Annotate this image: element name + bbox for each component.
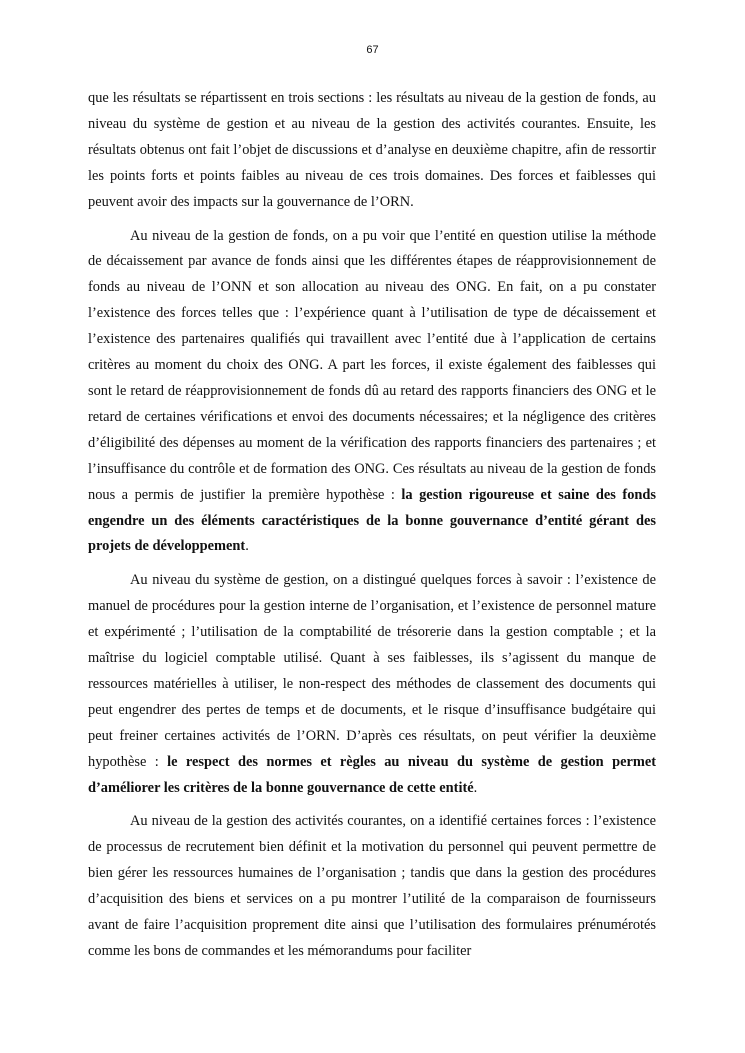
page-number: 67: [366, 44, 379, 56]
paragraph-text: Au niveau de la gestion des activités courantes, on a identifié certaines forces : l’existence de processus de recrutement bien définit et la motivation du personnel qui peuvent permettre de bien gérer les ressources humaines de l’organisation ; tandis que dans la gestion des procédures d’acquisition des biens et services on a pu montrer l’utilité de la comparaison de fournisseurs avant de faire l’acquisition proprement dite ainsi que l’utilisation des formulaires prénumérotés comme les bons de commandes et les mémorandums pour faciliter: [88, 813, 656, 959]
paragraph-gestion-fonds: [88, 224, 656, 561]
paragraph-systeme-gestion: [88, 568, 656, 801]
paragraph-tail: .: [473, 779, 478, 796]
paragraph-text: que les résultats se répartissent en trois sections : les résultats au niveau de la gestion de fonds, au niveau du système de gestion et au niveau de la gestion des activités courantes. Ensuite, les résultats obtenus ont fait l’objet de discussions et d’analyse en deuxième chapitre, afin de ressortir les points forts et points faibles au niveau de ces trois domaines. Des forces et faiblesses qui peuvent avoir des impacts sur la gouvernance de l’ORN.: [88, 90, 656, 210]
paragraph-activites-courantes: [88, 809, 656, 964]
paragraph-tail: .: [245, 538, 249, 555]
paragraph-intro: [88, 86, 656, 216]
hypothesis-two-bold: le respect des normes et règles au niveau du système de gestion permet d’améliorer les critères de la bonne gouvernance de cette entité: [88, 753, 657, 796]
paragraph-text: Au niveau du système de gestion, on a distingué quelques forces à savoir : l’existence de manuel de procédures pour la gestion interne de l’organisation, et l’existence de personnel mature et expérimenté ; l’utilisation de la comptabilité de trésorerie dans la gestion comptable ; et la maîtrise du logiciel comptable utilisé. Quant à ses faiblesses, ils s’agissent du manque de ressources matérielles à utiliser, le non-respect des méthodes de classement des documents qui peut engendrer des pertes de temps et de documents, et le risque d’insuffisance budgétaire qui peut freiner certaines activités de l’ORN. D’après ces résultats, on peut vérifier la deuxième hypothèse :: [88, 572, 656, 770]
page-body: [88, 86, 656, 973]
paragraph-text: Au niveau de la gestion de fonds, on a pu voir que l’entité en question utilise la méthode de décaissement par avance de fonds ainsi que les différentes étapes de réapprovisionnement de fonds au niveau de l’ONN et son allocation au niveau des ONG. En fait, on a pu constater l’existence des forces telles que : l’expérience quant à l’utilisation de type de décaissement et l’existence des partenaires qualifiés qui travaillent avec l’entité due à l’application de certains critères au moment du choix des ONG. A part les forces, il existe également des faiblesses qui sont le retard de réapprovisionnement de fonds dû au retard des rapports financiers des ONG et le retard de certaines vérifications et envoi des documents nécessaires; et la négligence des critères d’éligibilité des dépenses au moment de la vérification des rapports financiers des partenaires ; et l’insuffisance du contrôle et de formation des ONG. Ces résultats au niveau de la gestion de fonds nous a permis de justifier la première hypothèse :: [88, 227, 656, 503]
hypothesis-one-bold: la gestion rigoureuse et saine des fonds engendre un des éléments caractéristiques de la bonne gouvernance d’entité gérant des projets de développement: [88, 486, 657, 555]
